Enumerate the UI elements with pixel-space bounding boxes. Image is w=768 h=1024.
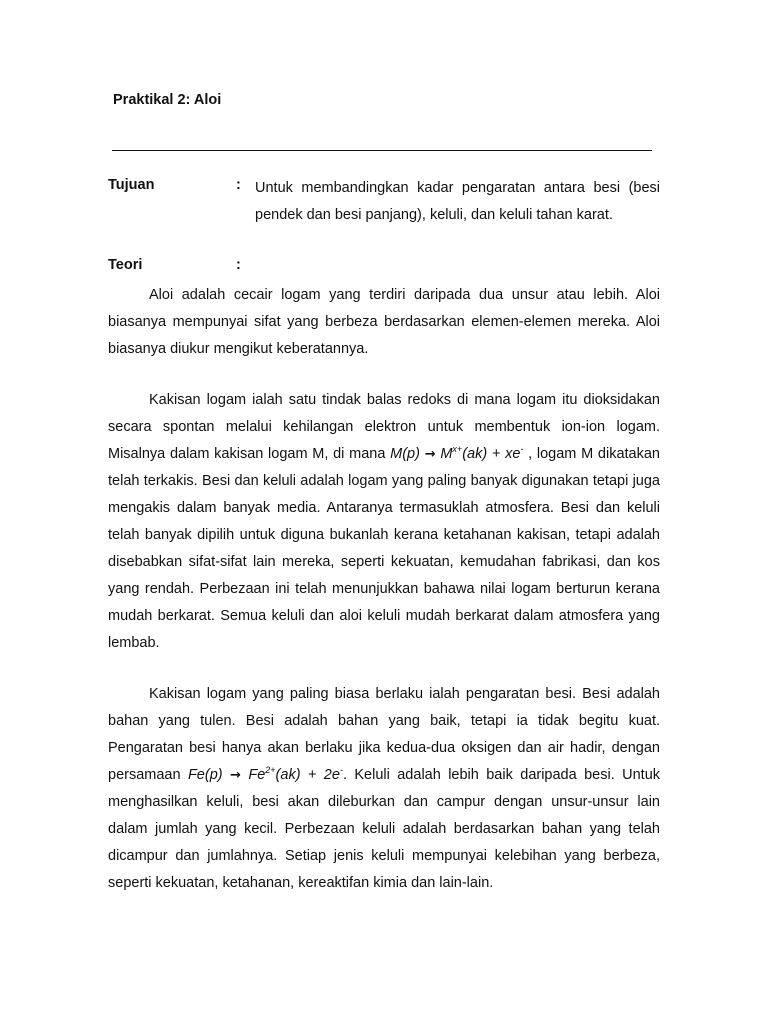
title-divider — [112, 150, 652, 151]
tujuan-label: Tujuan — [108, 177, 155, 193]
theory-paragraph-3 — [108, 681, 660, 897]
equation-product — [440, 446, 523, 462]
arrow-icon: → — [230, 768, 241, 783]
equation-charge: x+ — [452, 444, 463, 454]
equation-product — [248, 767, 343, 783]
teori-label: Teori — [108, 257, 143, 273]
equation-product-base: M — [440, 446, 453, 462]
paragraph-2-text-end: , logam M dikatakan telah terkakis. Besi dan keluli adalah logam yang paling banyak digunakan tetapi juga mengakis dalam banyak media. Antaranya termasuklah atmosfera. Besi dan keluli telah banyak dipilih untuk diguna bukanlah kerana ketahanan kakisan, tetapi adalah disebabkan sifat-sifat lain mereka, seperti kekuatan, kemudahan fabrikasi, dan kos yang rendah. Perbezaan ini telah menunjukkan bahawa nilai logam berturun kerana mudah berkarat. Semua keluli dan aloi keluli mudah berkarat dalam atmosfera yang lembab. — [108, 446, 660, 651]
page-title: Praktikal 2: Aloi — [113, 92, 222, 108]
equation-product-base: Fe — [248, 767, 266, 783]
equation-reactant: Fe(p) — [187, 767, 223, 783]
electron-charge: - — [520, 444, 524, 454]
electron-charge: - — [339, 765, 343, 775]
arrow-icon: → — [424, 447, 436, 462]
paragraph-3-text-end: . Keluli adalah lebih baik daripada besi. Untuk menghasilkan keluli, besi akan dileburkan dan campur dengan unsur-unsur lain dalam jumlah yang kecil. Perbezaan keluli adalah berdasarkan bahan yang telah dicampur dan jumlahnya. Setiap jenis keluli mempunyai kelebihan yang berbeza, seperti kekuatan, ketahanan, kereaktifan kimia dan lain-lain. — [108, 767, 661, 891]
teori-colon: : — [236, 257, 241, 273]
tujuan-colon: : — [236, 177, 241, 193]
paragraph-2-text-start: Kakisan logam ialah satu tindak balas redoks di mana logam itu dioksidakan secara spontan melalui kehilangan elektron untuk membentuk ion-ion logam. Misalnya dalam kakisan logam M, di mana — [108, 392, 660, 462]
equation-product-state: (ak) + xe — [462, 446, 521, 462]
theory-paragraph-2 — [108, 387, 660, 657]
equation-charge: 2+ — [265, 765, 276, 775]
tujuan-text: Untuk membandingkan kadar pengaratan antara besi (besi pendek dan besi panjang), keluli, dan keluli tahan karat. — [255, 180, 660, 223]
theory-paragraph-1: Aloi adalah cecair logam yang terdiri daripada dua unsur atau lebih. Aloi biasanya mempunyai sifat yang berbeza berdasarkan elemen-elemen mereka. Aloi biasanya diukur mengikut keberatannya. — [108, 287, 660, 357]
paragraph-3-text-start: Kakisan logam yang paling biasa berlaku ialah pengaratan besi. Besi adalah bahan yang tulen. Besi adalah bahan yang baik, tetapi ia tidak begitu kuat. Pengaratan besi hanya akan berlaku jika kedua-dua oksigen dan air hadir, dengan persamaan — [108, 686, 660, 783]
equation-reactant: M(p) — [390, 446, 420, 462]
equation-product-state: (ak) + 2e — [275, 767, 340, 783]
